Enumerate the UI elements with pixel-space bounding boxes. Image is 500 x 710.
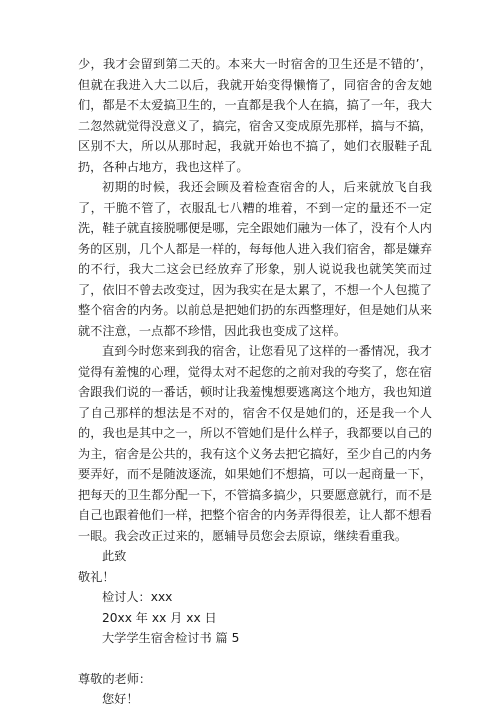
paragraph-1: 少，我才会留到第二天的。本来大一时宿舍的卫生还是不错的’，但就在我进入大二以后，我就开始变得懒惰了，同宿舍的舍友她们，都是不太爱搞卫生的，一直都是我个人在搞，搞了一年，我大二忽然就觉得没意义了，搞完，宿舍又变成原先那样，搞与不搞，区别不大，所以从那时起，我就开始也不搞了，她们衣服鞋子乱扔，各种占地方，我也这样了。 — [78, 57, 432, 174]
closing-phrase: 此致 — [102, 549, 127, 563]
greeting-line: 您好！ — [102, 692, 139, 706]
paragraph-2: 初期的时候，我还会顾及着检查宿舍的人，后来就放飞自我了，干脆不管了，衣服乱七八糟的堆着，不到一定的量还不一定洗，鞋子就直接脱哪便是哪，完全跟她们融为一体了，没有个人内务的区别，几个人都是一样的，每每他人进入我们宿舍，都是嫌弃的不行，我大二这会已经放弃了形象，别人说说我也就笑笑而过了，依旧不曾去改变过，因为我实在是太累了，不想一个人包揽了整个宿舍的内务。以前总是把她们扔的东西整理好，但是她们从来就不注意，一点都不珍惜，因此我也变成了这样。 — [78, 180, 432, 338]
paragraph-3: 直到今时您来到我的宿舍，让您看见了这样的一番情况，我才觉得有羞愧的心理，觉得太对不起您的之前对我的夸奖了，您在宿舍跟我们说的一番话，顿时让我羞愧想要逃离这个地方，我也知道了自己那样的想法是不对的，宿舍不仅是她们的，还是我一个人的，我也是其中之一，所以不管她们是什么样子，我都要以自己的为主，宿舍是公共的，我有这个义务去把它搞好，至少自己的内务要弄好，而不是随波逐流，如果她们不想搞，可以一起商量一下，把每天的卫生都分配一下，不管搞多搞少，只要愿意就行，而不是自己也跟着他们一样，把整个宿舍的内务弄得很差，让人都不想看一眼。我会改正过来的，愿辅导员您会去原谅，继续看重我。 — [78, 344, 432, 543]
document-body — [78, 54, 432, 710]
salutation: 敬礼！ — [78, 569, 115, 584]
date-line: 20xx 年 xx 月 xx 日 — [102, 610, 217, 625]
signer-line: 检讨人：xxx — [102, 590, 173, 604]
addressee-line: 尊敬的老师： — [78, 671, 152, 686]
section-title: 大学学生宿舍检讨书 篇 5 — [102, 631, 240, 645]
